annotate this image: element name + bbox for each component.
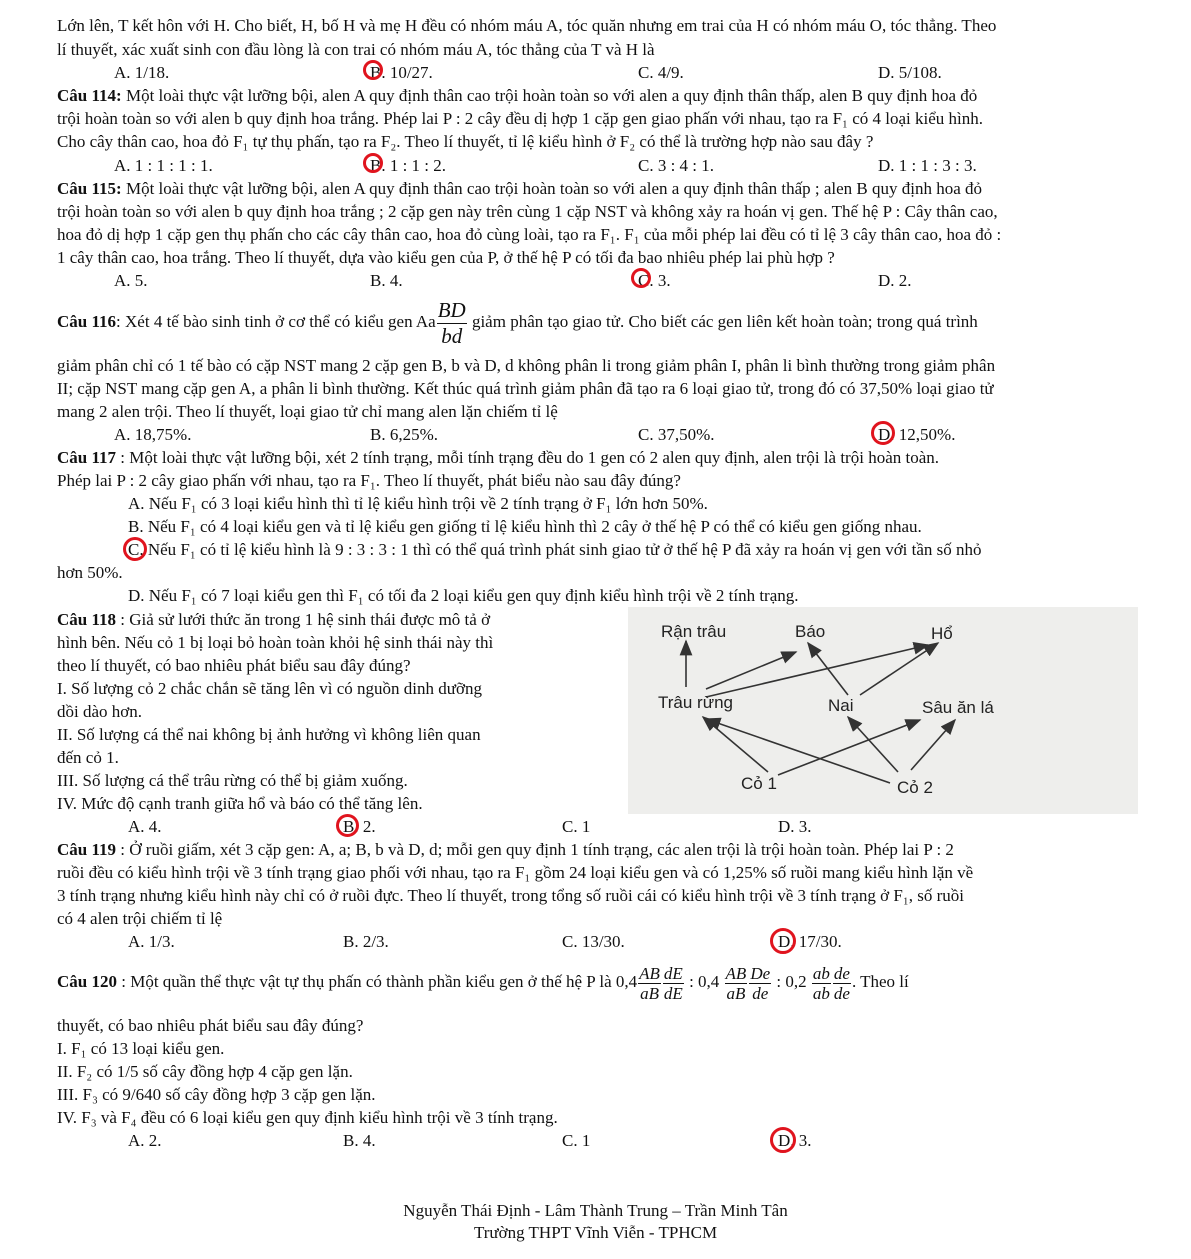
q120-frac-5-top: ab	[812, 963, 830, 983]
q118-line2: hình bên. Nếu cỏ 1 bị loại bỏ hoàn toàn khỏi hệ sinh thái này thì	[57, 633, 494, 652]
q114-line1	[57, 86, 977, 106]
arrow-co1-to-sau-an-la	[778, 720, 920, 775]
q116-line2: giảm phân chỉ có 1 tế bào có cặp NST mang 2 cặp gen B, b và D, d không phân li trong giảm phân I, phân li bình thường trong giảm phân	[57, 356, 996, 375]
q119-line4: có 4 alen trội chiếm tỉ lệ	[57, 909, 223, 928]
q114-line3: Cho cây thân cao, hoa đỏ F₁ tự thụ phấn, tạo ra F₂. Theo lí thuyết, tỉ lệ kiểu hình ở F₂ có thể là trường hợp nào sau đây ?	[57, 132, 874, 151]
arrow-co2-to-sau-an-la	[911, 720, 955, 770]
q120-option-d: D. 3.	[778, 1131, 812, 1150]
footer-authors: Nguyễn Thái Định - Lâm Thành Trung – Trần Minh Tân	[403, 1201, 788, 1220]
q120-line2: thuyết, có bao nhiêu phát biểu sau đây đúng?	[57, 1016, 364, 1035]
q120-option-c: C. 1	[562, 1131, 591, 1150]
q117-option-c: C. Nếu F₁ có tỉ lệ kiểu hình là 9 : 3 : 3 : 1 thì có thể quá trình phát sinh giao tử ở thế hệ P đã xảy ra hoán vị gen với tần số nhỏ	[128, 540, 982, 559]
food-web-diagram	[628, 607, 1138, 814]
q117-line2: Phép lai P : 2 cây giao phấn với nhau, tạo ra F₁. Theo lí thuyết, phát biểu nào sau đây đúng?	[57, 471, 681, 490]
q120-frac-1	[638, 964, 661, 1003]
q120-frac-6	[833, 964, 851, 1003]
q120-frac-2-bot: dE	[663, 983, 683, 1003]
q120-frac-2-top: dE	[663, 963, 683, 983]
node-co2: Cỏ 2	[897, 778, 933, 797]
q116-option-a: A. 18,75%.	[114, 425, 192, 444]
q114-text1: Một loài thực vật lưỡng bội, alen A quy định thân cao trội hoàn toàn so với alen a quy định thân thấp, alen B quy định hoa đỏ	[121, 86, 978, 105]
q120-frac-3	[725, 964, 748, 1003]
q119-label: Câu 119	[57, 840, 117, 859]
node-nai: Nai	[828, 696, 854, 715]
q118-line1	[57, 610, 490, 630]
node-ho: Hổ	[931, 624, 953, 643]
q114-option-a: A. 1 : 1 : 1 : 1.	[114, 156, 213, 175]
q115-line3: hoa đỏ dị hợp 1 cặp gen thụ phấn cho các cây thân cao, hoa đỏ cùng loài, tạo ra F₁. F₁ của mỗi phép lai đều có tỉ lệ 3 cây thân cao, hoa đỏ :	[57, 225, 1002, 244]
q117-label: Câu 117	[57, 448, 117, 467]
q116-genotype-fraction	[437, 298, 467, 349]
q120-option-a: A. 2.	[128, 1131, 162, 1150]
q119-option-c: C. 13/30.	[562, 932, 625, 951]
q119-option-d: D. 17/30.	[778, 932, 842, 951]
q117-option-d: D. Nếu F₁ có 7 loại kiểu gen thì F₁ có tối đa 2 loại kiểu gen quy định kiểu hình trội về 2 tính trạng.	[128, 586, 799, 605]
q115-line4: 1 cây thân cao, hoa trắng. Theo lí thuyết, dựa vào kiểu gen của P, ở thế hệ P có tối đa bao nhiêu phép lai phù hợp ?	[57, 248, 835, 267]
q119-text1: : Ở ruồi giấm, xét 3 cặp gen: A, a; B, b và D, d; mỗi gen quy định 1 tính trạng, các alen trội là trội hoàn toàn. Phép lai P : 2	[116, 840, 954, 859]
q116-line3: II; cặp NST mang cặp gen A, a phân li bình thường. Kết thúc quá trình giảm phân đã tạo ra 6 loại giao tử, trong đó có 37,50% loại giao tử	[57, 379, 994, 398]
arrow-nai-to-bao	[808, 643, 848, 695]
q120-frac-2	[663, 964, 684, 1003]
arrow-co2-to-trau-rung	[706, 719, 890, 783]
q114-line2: trội hoàn toàn so với alen b quy định hoa trắng. Phép lai P : 2 cây đều dị hợp 1 cặp gen giao phấn với nhau, tạo ra F₁ có 4 loại kiểu hình.	[57, 109, 983, 128]
q115-label: Câu 115:	[57, 179, 122, 198]
q120-frac-4-bot: de	[752, 983, 769, 1003]
q119-line2: ruồi đều có kiểu hình trội về 3 tính trạng giao phối với nhau, tạo ra F₁ gồm 24 loại kiểu gen và có 1,25% số ruồi mang kiểu hình lặn về	[57, 863, 974, 882]
q115-text1: Một loài thực vật lưỡng bội, alen A quy định thân cao trội hoàn toàn so với alen a quy định thân thấp ; alen B quy định hoa đỏ	[121, 179, 983, 198]
q120-sep2: : 0,2	[772, 972, 811, 991]
q113-answer-circle	[363, 60, 383, 80]
q120-sep1: : 0,4	[684, 972, 724, 991]
q113-option-d: D. 5/108.	[878, 63, 942, 82]
q119-option-b: B. 2/3.	[343, 932, 389, 951]
q118-text1: : Giả sử lưới thức ăn trong 1 hệ sinh thái được mô tả ở	[116, 610, 491, 629]
q116-text1a: : Xét 4 tế bào sinh tinh ở cơ thể có kiểu gen Aa	[116, 312, 436, 331]
q117-answer-circle	[123, 537, 147, 561]
q118-line3: theo lí thuyết, có bao nhiêu phát biểu sau đây đúng?	[57, 656, 411, 675]
node-trau-rung: Trâu rừng	[658, 693, 733, 712]
q120-frac-3-bot: aB	[726, 983, 746, 1003]
q113-line2: lí thuyết, xác xuất sinh con đầu lòng là con trai có nhóm máu A, tóc thẳng của T và H là	[57, 40, 655, 59]
q120-answer-circle	[770, 1127, 796, 1153]
q118-line5: dồi dào hơn.	[57, 702, 143, 721]
q117-line1	[57, 448, 939, 468]
q120-option-b: B. 4.	[343, 1131, 376, 1150]
footer-school: Trường THPT Vĩnh Viễn - TPHCM	[473, 1223, 718, 1242]
q120-label: Câu 120	[57, 972, 117, 991]
q120-statement-4: IV. F₃ và F₄ đều có 6 loại kiểu gen quy định kiểu hình trội về 3 tính trạng.	[57, 1108, 558, 1127]
q115-answer-circle	[631, 268, 651, 288]
q118-option-d: D. 3.	[778, 817, 812, 836]
q117-option-b: B. Nếu F₁ có 4 loại kiểu gen và tỉ lệ kiểu gen giống tỉ lệ kiểu hình thì 2 cây ở thế hệ P có thể có kiểu gen giống nhau.	[128, 517, 922, 536]
q119-line1	[57, 840, 954, 860]
q116-text1b: giảm phân tạo giao tử. Cho biết các gen liên kết hoàn toàn; trong quá trình	[467, 312, 978, 331]
q116-line4: mang 2 alen trội. Theo lí thuyết, loại giao tử chỉ mang alen lặn chiếm tỉ lệ	[57, 402, 558, 421]
q118-line4: I. Số lượng cỏ 2 chắc chắn sẽ tăng lên vì có nguồn dinh dưỡng	[57, 679, 482, 698]
arrow-nai-to-ho	[860, 643, 938, 695]
q118-option-a: A. 4.	[128, 817, 162, 836]
q120-statement-2: II. F₂ có 1/5 số cây đồng hợp 4 cặp gen lặn.	[57, 1062, 353, 1081]
q116-option-d: D. 12,50%.	[878, 425, 956, 444]
q113-option-b: B. 10/27.	[370, 63, 433, 82]
q113-line1: Lớn lên, T kết hôn với H. Cho biết, H, bố H và mẹ H đều có nhóm máu A, tóc quăn nhưng em trai của H có nhóm máu O, tóc thẳng. Theo	[57, 16, 997, 35]
q120-frac-5	[812, 964, 831, 1003]
q120-frac-4-top: De	[750, 963, 771, 983]
q117-option-a: A. Nếu F₁ có 3 loại kiểu hình thì tỉ lệ kiểu hình trội về 2 tính trạng ở F₁ lớn hơn 50%.	[128, 494, 708, 513]
q116-line1	[57, 296, 978, 349]
q120-frac-3-top: AB	[725, 963, 747, 983]
q120-statement-1: I. F₁ có 13 loại kiểu gen.	[57, 1039, 225, 1058]
q115-option-c: C. 3.	[638, 271, 671, 290]
q119-option-a: A. 1/3.	[128, 932, 175, 951]
node-co1: Cỏ 1	[741, 774, 777, 793]
q120-text1a: : Một quần thể thực vật tự thụ phấn có thành phần kiểu gen ở thế hệ P là 0,4	[116, 972, 638, 991]
q118-label: Câu 118	[57, 610, 117, 629]
q114-option-b: B. 1 : 1 : 2.	[370, 156, 447, 175]
q113-option-a: A. 1/18.	[114, 63, 170, 82]
q114-option-c: C. 3 : 4 : 1.	[638, 156, 715, 175]
q120-line1	[57, 956, 909, 1008]
q114-answer-circle	[363, 153, 383, 173]
q114-label: Câu 114:	[57, 86, 122, 105]
q120-tail: . Theo lí	[851, 972, 909, 991]
q116-frac-top: BD	[437, 297, 466, 322]
q118-option-b: B. 2.	[343, 817, 376, 836]
arrow-trau-rung-to-bao	[706, 652, 796, 689]
q120-frac-1-bot: aB	[640, 983, 659, 1003]
q117-option-c-cont: hơn 50%.	[57, 563, 123, 582]
q120-frac-5-bot: ab	[812, 983, 830, 1003]
q116-label: Câu 116	[57, 312, 117, 331]
q118-line8: III. Số lượng cá thể trâu rừng có thể bị giảm xuống.	[57, 771, 408, 790]
q118-answer-circle	[336, 814, 359, 837]
q118-option-c: C. 1	[562, 817, 591, 836]
arrow-co1-to-trau-rung	[703, 717, 768, 772]
node-bao: Báo	[795, 622, 826, 641]
node-sau-an-la: Sâu ăn lá	[922, 698, 994, 717]
q115-option-a: A. 5.	[114, 271, 148, 290]
q116-answer-circle	[871, 421, 895, 445]
q118-line7: đến cỏ 1.	[57, 748, 119, 767]
q119-line3: 3 tính trạng nhưng kiểu hình này chỉ có ở ruồi đực. Theo lí thuyết, trong tổng số ruồi cái có kiểu hình trội về 3 tính trạng ở F₁, số ruồi	[57, 886, 964, 905]
q115-option-d: D. 2.	[878, 271, 912, 290]
q120-frac-1-top: AB	[639, 963, 660, 983]
q120-frac-4	[749, 964, 771, 1003]
q120-frac-6-top: de	[833, 963, 850, 983]
q120-statement-3: III. F₃ có 9/640 số cây đồng hợp 3 cặp gen lặn.	[57, 1085, 376, 1104]
q115-line1	[57, 179, 982, 199]
q115-line2: trội hoàn toàn so với alen b quy định hoa trắng ; 2 cặp gen này trên cùng 1 cặp NST và không xảy ra hoán vị gen. Thế hệ P : Cây thân cao,	[57, 202, 998, 221]
q116-option-b: B. 6,25%.	[370, 425, 438, 444]
q113-option-c: C. 4/9.	[638, 63, 684, 82]
q118-line6: II. Số lượng cá thể nai không bị ảnh hưởng vì không liên quan	[57, 725, 481, 744]
q114-option-d: D. 1 : 1 : 3 : 3.	[878, 156, 977, 175]
q120-frac-6-bot: de	[833, 983, 850, 1003]
q115-option-b: B. 4.	[370, 271, 403, 290]
node-ran-trau: Rận trâu	[661, 622, 727, 641]
q117-text1: : Một loài thực vật lưỡng bội, xét 2 tính trạng, mỗi tính trạng đều do 1 gen có 2 alen quy định, alen trội là trội hoàn toàn.	[116, 448, 940, 467]
q119-answer-circle	[770, 928, 796, 954]
q116-option-c: C. 37,50%.	[638, 425, 715, 444]
q118-line9: IV. Mức độ cạnh tranh giữa hổ và báo có thể tăng lên.	[57, 794, 423, 813]
q116-frac-bot: bd	[441, 323, 463, 348]
